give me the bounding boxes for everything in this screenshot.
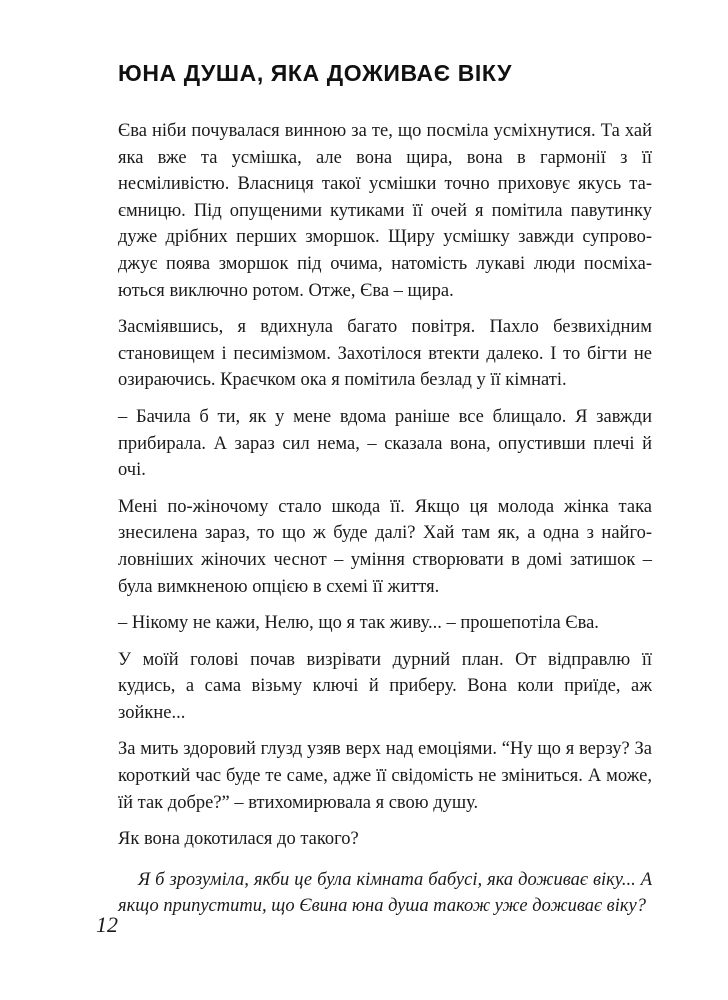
paragraph: У моїй голові почав визрівати дурний план. От відправлю її кудись, а сама візьму ключі й приберу. Вона коли приїде, аж зойкне... <box>118 649 652 723</box>
paragraph: – Бачила б ти, як у мене вдома раніше все блищало. Я завжди прибирала. А зараз сил нема, – сказала вона, опустивши плечі й очі. <box>118 406 652 481</box>
paragraph: – Нікому не кажи, Нелю, що я так живу... – прошепотіла Єва. <box>118 613 599 634</box>
paragraph: Єва ніби почувалася винною за те, що посміла усміхнутися. Та хай яка вже та усмішка, але вона щира, вона в гармонії з її несміливістю. Власниця такої усмішки точно приховує якусь таємницю. Під опущеними кутиками її очей я помітила павутинку дуже дрібних перших зморшок. Щиру усмішку завжди супроводжує поява зморшок під очима, натомість лукаві люди посміхаються виключно ротом. Отже, Єва – щира. <box>118 121 652 301</box>
chapter-body <box>118 118 652 930</box>
chapter-title: ЮНА ДУША, ЯКА ДОЖИВАЄ ВІКУ <box>118 60 513 86</box>
paragraph: За мить здоровий глузд узяв верх над емоціями. “Ну що я верзу? За короткий час буде те саме, адже її свідомість не зміниться. А може, їй так добре?” – втихомирювала я свою душу. <box>118 739 652 813</box>
paragraph: Як вона докотилася до такого? <box>118 829 359 850</box>
page-number: 12 <box>96 912 118 937</box>
paragraph: Мені по-жіночому стало шкода її. Якщо ця молода жінка така знесилена зараз, то що ж буде далі? Хай там як, а одна з найголовніших жіночих чеснот – уміння створювати в домі затишок – була вимкненою опцією в схемі її життя. <box>118 496 652 597</box>
paragraph: Засміявшись, я вдихнула багато повітря. Пахло безвихідним становищем і песимізмом. Захотілося втекти далеко. І то бігти не озираючись. Краєчком ока я помітила безлад у її кімнаті. <box>118 317 652 391</box>
italic-quote: Я б зрозуміла, якби це була кімната бабусі, яка доживає віку... А якщо припустити, що Євина юна душа також уже доживає віку? <box>118 869 652 917</box>
